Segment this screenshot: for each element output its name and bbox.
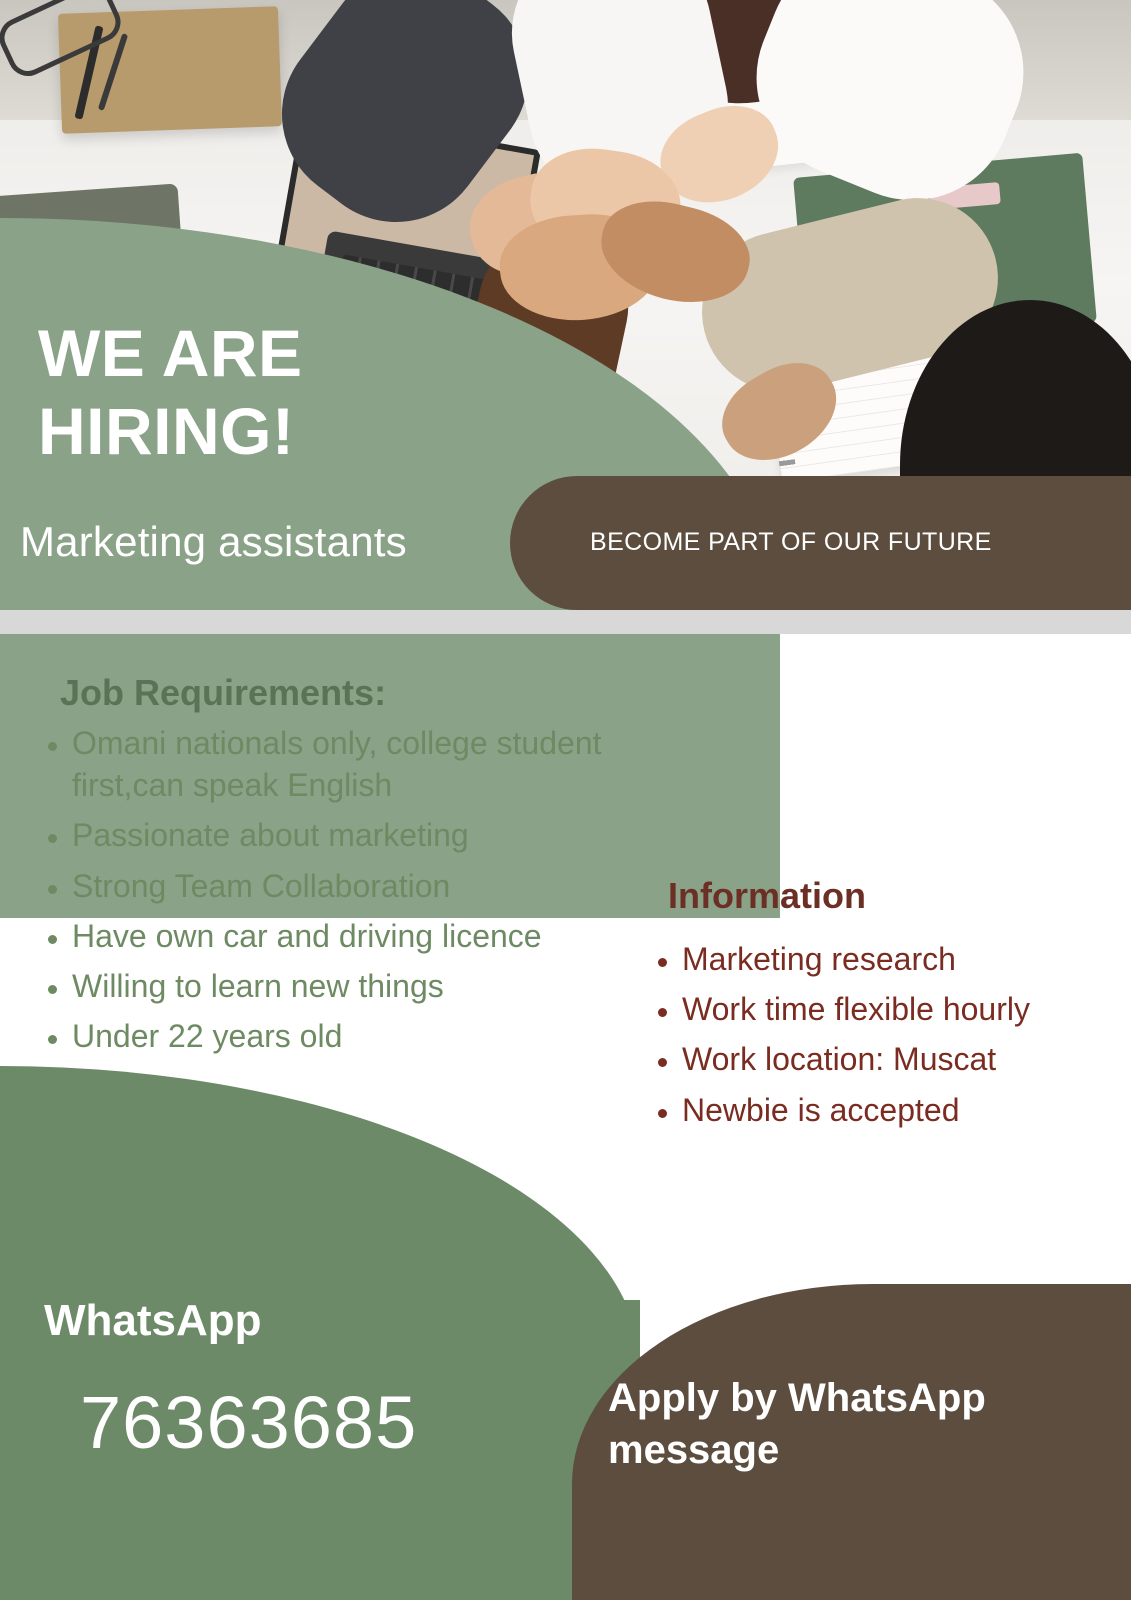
page-title [38, 316, 658, 468]
list-item: Work location: Muscat [650, 1038, 1120, 1080]
list-item: Newbie is accepted [650, 1089, 1120, 1131]
list-item: Passionate about marketing [40, 814, 680, 856]
apply-instruction: Apply by WhatsApp message [608, 1376, 986, 1472]
list-item: Willing to learn new things [40, 965, 680, 1007]
job-role-subtitle: Marketing assistants [20, 518, 407, 565]
list-item: Under 22 years old [40, 1015, 680, 1057]
list-item: Strong Team Collaboration [40, 865, 680, 907]
list-item: Omani nationals only, college student first,can speak English [40, 722, 680, 806]
whatsapp-label: WhatsApp [44, 1296, 262, 1345]
information-heading: Information [668, 875, 866, 916]
list-item: Marketing research [650, 938, 1120, 980]
requirements-heading: Job Requirements: [60, 672, 387, 713]
requirements-list [40, 722, 680, 1066]
list-item: Have own car and driving licence [40, 915, 680, 957]
tagline-text: BECOME PART OF OUR FUTURE [590, 528, 992, 556]
grey-divider [0, 610, 1131, 634]
list-item: Work time flexible hourly [650, 988, 1120, 1030]
title-line-1: WE ARE [38, 316, 303, 390]
title-line-2: HIRING! [38, 394, 295, 468]
whatsapp-number[interactable]: 76363685 [80, 1381, 418, 1464]
information-list [650, 938, 1120, 1139]
